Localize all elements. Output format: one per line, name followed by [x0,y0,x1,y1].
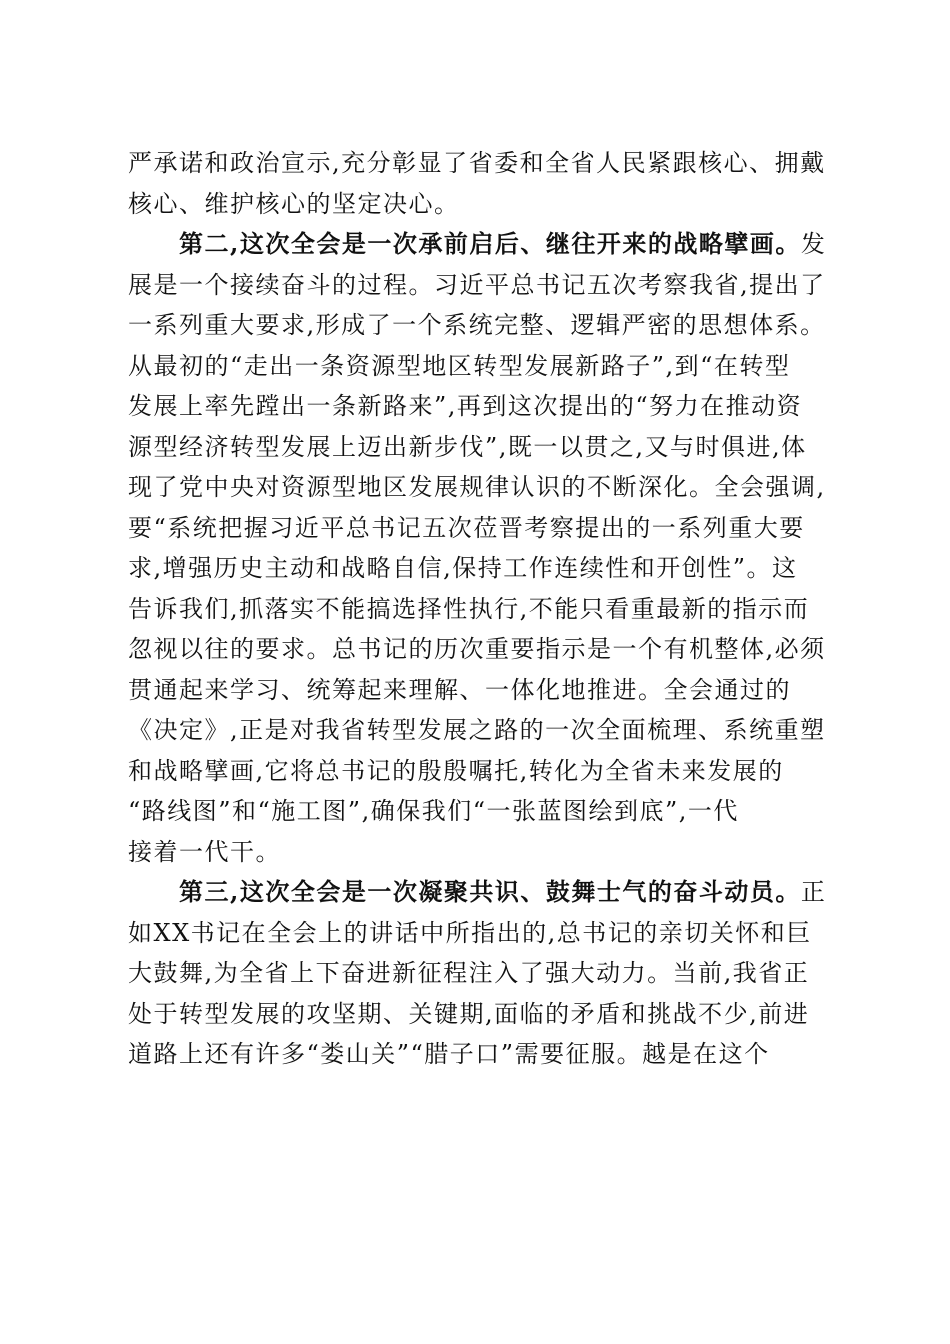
text-line: 处于转型发展的攻坚期、关键期,面临的矛盾和挑战不少,前进 [128,999,810,1028]
text-line: 发展上率先蹚出一条新路来”,再到这次提出的“努力在推动资 [128,392,803,420]
paragraph-text: 正 [800,878,827,906]
text-line: 源型经济转型发展上迈出新步伐”,既一以贯之,又与时俱进,体 [128,432,807,461]
text-line: 贯通起来学习、统筹起来理解、一体化地推进。全会通过的 [128,675,791,704]
text-line: 一系列重大要求,形成了一个系统完整、逻辑严密的思想体系。 [128,311,826,339]
paragraph-text: 发 [800,230,827,258]
text-line: 现了党中央对资源型地区发展规律认识的不断深化。全会强调, [128,473,826,501]
text-line: 道路上还有许多“娄山关”“腊子口”需要征服。越是在这个 [128,1040,770,1068]
text-line: 和战略擘画,它将总书记的殷殷嘱托,转化为全省未来发展的 [128,756,784,785]
text-line: 核心、维护核心的坚定决心。 [128,189,460,218]
text-line: 《决定》,正是对我省转型发展之路的一次全面梳理、系统重塑 [128,716,826,744]
body-text [128,143,828,1075]
paragraph-heading-line [128,872,828,913]
paragraph-heading: 第三,这次全会是一次凝聚共识、鼓舞士气的奋斗动员。 [128,877,801,906]
text-line: 求,增强历史主动和战略自信,保持工作连续性和开创性”。这 [128,554,798,582]
text-line: 大鼓舞,为全省上下奋进新征程注入了强大动力。当前,我省正 [128,959,810,987]
text-line: 如XX书记在全会上的讲话中所指出的,总书记的亲切关怀和巨 [128,918,812,947]
text-line: 接着一代干。 [128,837,281,866]
paragraph-heading-line [128,224,828,265]
text-line: 要“系统把握习近平总书记五次莅晋考察提出的一系列重大要 [128,513,805,542]
text-line: 严承诺和政治宣示,充分彰显了省委和全省人民紧跟核心、拥戴 [128,149,826,177]
text-line: 展是一个接续奋斗的过程。习近平总书记五次考察我省,提出了 [128,270,826,299]
text-line: 忽视以往的要求。总书记的历次重要指示是一个有机整体,必须 [128,635,826,663]
text-line: 告诉我们,抓落实不能搞选择性执行,不能只看重最新的指示而 [128,594,810,623]
text-line: 从最初的“走出一条资源型地区转型发展新路子”,到“在转型 [128,351,791,380]
text-line: “路线图”和“施工图”,确保我们“一张蓝图绘到底”,一代 [128,797,739,825]
paragraph-heading: 第二,这次全会是一次承前启后、继往开来的战略擘画。 [128,229,801,258]
